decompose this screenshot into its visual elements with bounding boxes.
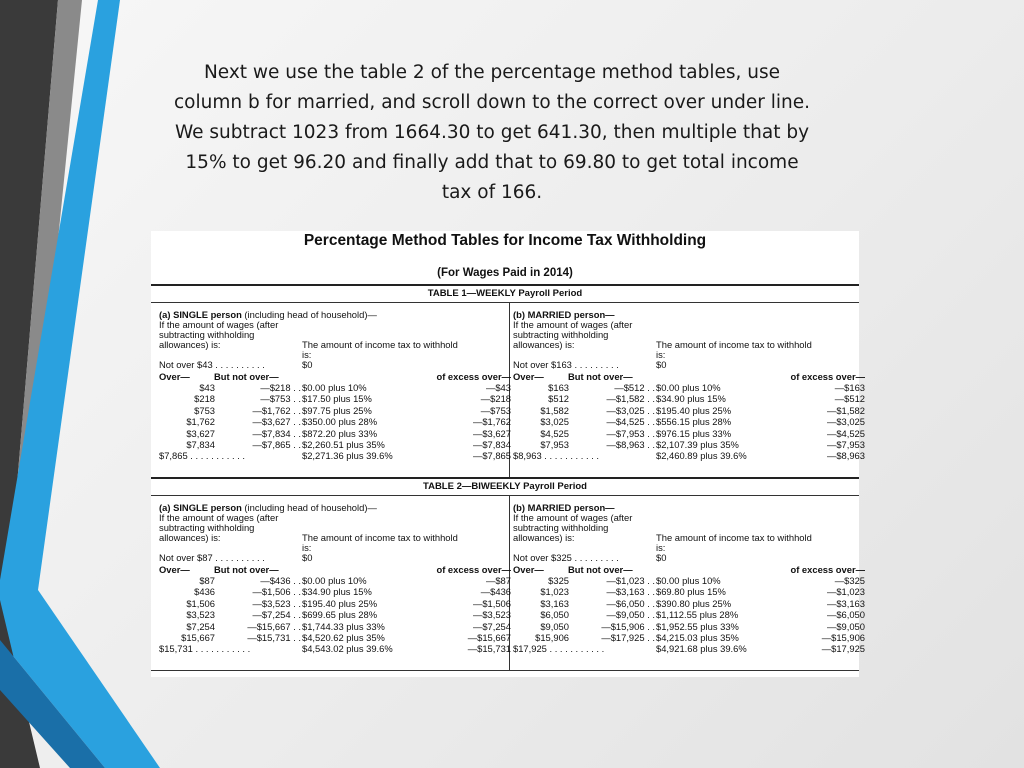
- table-heading: TABLE 1—WEEKLY Payroll Period: [427, 288, 583, 299]
- cell-but-not-over: —$512 . .: [614, 382, 655, 393]
- cell-tax-amount: $556.15 plus 28%: [656, 416, 732, 428]
- table-panel-left: [159, 503, 511, 668]
- wages-label: If the amount of wages (after subtracting withholding allowances) is:: [513, 319, 633, 350]
- caption-line: 15% to get 96.20 and finally add that to 69.80 to get total income: [185, 152, 799, 173]
- cell-over: $512: [548, 393, 569, 405]
- cell-excess-over: —$3,523: [472, 609, 511, 621]
- cell-excess-over: —$3,627: [472, 427, 511, 439]
- cell-tax-amount: $17.50 plus 15%: [302, 393, 372, 405]
- col-header-over: Over—: [513, 564, 544, 575]
- cell-over: $43: [199, 382, 215, 393]
- person-qualifier: (including head of household)—: [241, 502, 377, 513]
- caption-line: tax of 166.: [441, 182, 543, 203]
- cell-over: $15,906: [535, 631, 569, 643]
- cell-but-not-over: —$218 . .: [260, 382, 301, 393]
- wages-label: If the amount of wages (after subtracting withholding allowances) is:: [159, 319, 279, 350]
- cell-excess-over: —$325: [834, 575, 865, 586]
- cell-excess-over: —$9,050: [826, 620, 865, 632]
- cell-tax-amount: $350.00 plus 28%: [302, 416, 378, 428]
- amount-label: The amount of income tax to withhold is:: [656, 532, 812, 553]
- cell-but-not-over: —$7,865 . .: [252, 438, 301, 450]
- table-rule-bottom: [151, 670, 859, 671]
- cell-over: $218: [194, 393, 215, 405]
- cell-over: $1,506: [186, 597, 215, 609]
- bracket-rows: [159, 576, 511, 656]
- cell-excess-over: —$7,953: [826, 438, 865, 450]
- cell-tax-amount: $1,112.55 plus 28%: [656, 609, 739, 621]
- col-header-excess-over: of excess over—: [436, 371, 511, 382]
- cell-over: $753: [194, 404, 215, 416]
- cell-but-not-over: —$7,254 . .: [252, 609, 301, 621]
- caption-line: column b for married, and scroll down to the correct over under line.: [174, 92, 810, 113]
- cell-excess-over: —$218: [480, 393, 511, 405]
- cell-excess-over: —$512: [834, 393, 865, 405]
- col-header-but-not-over: But not over—: [568, 564, 633, 575]
- cell-excess-over: —$15,906: [821, 631, 865, 643]
- person-type: (a) SINGLE person: [159, 502, 242, 513]
- person-qualifier: (including head of household)—: [241, 309, 377, 320]
- cell-over: $9,050: [540, 620, 569, 632]
- not-over-row: Not over $325 . . . . . . . . .: [513, 552, 619, 563]
- cell-excess-over: —$3,025: [826, 416, 865, 428]
- cell-excess-over: —$15,731: [467, 643, 511, 655]
- col-header-excess-over: of excess over—: [790, 564, 865, 575]
- not-over-value: $0: [656, 552, 667, 563]
- caption-line: Next we use the table 2 of the percentage method tables, use: [203, 62, 781, 83]
- cell-tax-amount: $1,744.33 plus 33%: [302, 620, 385, 632]
- amount-label: The amount of income tax to withhold is:: [302, 532, 458, 553]
- cell-but-not-over: —$753 . .: [260, 393, 301, 405]
- person-type: (a) SINGLE person: [159, 309, 242, 320]
- cell-over: $15,731 . . . . . . . . . . .: [159, 643, 251, 655]
- cell-over: $17,925 . . . . . . . . . . .: [513, 643, 605, 655]
- cell-but-not-over: —$7,953 . .: [606, 427, 655, 439]
- cell-tax-amount: $97.75 plus 25%: [302, 404, 372, 416]
- cell-tax-amount: $2,107.39 plus 35%: [656, 438, 739, 450]
- cell-but-not-over: —$436 . .: [260, 575, 301, 586]
- col-header-but-not-over: But not over—: [214, 564, 279, 575]
- cell-but-not-over: —$1,762 . .: [252, 404, 301, 416]
- cell-tax-amount: $699.65 plus 28%: [302, 609, 378, 621]
- table-row: [159, 417, 511, 428]
- table-row: [159, 610, 511, 621]
- document-subtitle: (For Wages Paid in 2014): [437, 267, 573, 279]
- col-header-over: Over—: [513, 371, 544, 382]
- table-row: [159, 451, 511, 462]
- col-header-over: Over—: [159, 371, 190, 382]
- not-over-value: $0: [302, 359, 313, 370]
- cell-excess-over: —$1,582: [826, 404, 865, 416]
- cell-but-not-over: —$9,050 . .: [606, 609, 655, 621]
- cell-tax-amount: $195.40 plus 25%: [656, 404, 732, 416]
- cell-but-not-over: —$17,925 . .: [601, 631, 655, 643]
- table-panel-right: [513, 503, 865, 668]
- cell-tax-amount: $872.20 plus 33%: [302, 427, 378, 439]
- cell-over: $3,163: [540, 597, 569, 609]
- wages-label: If the amount of wages (after subtracting withholding allowances) is:: [159, 512, 279, 543]
- cell-but-not-over: —$6,050 . .: [606, 597, 655, 609]
- amount-label: The amount of income tax to withhold is:: [656, 339, 812, 360]
- cell-over: $3,523: [186, 609, 215, 621]
- not-over-row: Not over $163 . . . . . . . . .: [513, 359, 619, 370]
- bracket-rows: [513, 576, 865, 656]
- cell-but-not-over: —$4,525 . .: [606, 416, 655, 428]
- not-over-value: $0: [656, 359, 667, 370]
- table-panel-left: [159, 310, 511, 475]
- cell-excess-over: —$6,050: [826, 609, 865, 621]
- cell-but-not-over: —$1,506 . .: [252, 586, 301, 598]
- col-header-excess-over: of excess over—: [790, 371, 865, 382]
- person-type: (b) MARRIED person—: [513, 309, 615, 320]
- cell-over: $436: [194, 586, 215, 598]
- cell-tax-amount: $2,260.51 plus 35%: [302, 438, 385, 450]
- cell-excess-over: —$15,667: [467, 631, 511, 643]
- cell-over: $325: [548, 575, 569, 586]
- cell-over: $1,762: [186, 416, 215, 428]
- cell-over: $87: [199, 575, 215, 586]
- cell-but-not-over: —$15,667 . .: [247, 620, 301, 632]
- cell-tax-amount: $34.90 plus 15%: [656, 393, 726, 405]
- cell-but-not-over: —$1,582 . .: [606, 393, 655, 405]
- cell-but-not-over: —$7,834 . .: [252, 427, 301, 439]
- cell-tax-amount: $1,952.55 plus 33%: [656, 620, 739, 632]
- cell-tax-amount: $4,215.03 plus 35%: [656, 631, 739, 643]
- cell-tax-amount: $4,520.62 plus 35%: [302, 631, 385, 643]
- cell-excess-over: —$3,163: [826, 597, 865, 609]
- cell-tax-amount: $69.80 plus 15%: [656, 586, 726, 598]
- cell-tax-amount: $0.00 plus 10%: [302, 382, 367, 393]
- cell-excess-over: —$8,963: [826, 450, 865, 462]
- person-type: (b) MARRIED person—: [513, 502, 615, 513]
- cell-tax-amount: $2,460.89 plus 39.6%: [656, 450, 747, 462]
- cell-excess-over: —$43: [485, 382, 511, 393]
- cell-over: $4,525: [540, 427, 569, 439]
- cell-excess-over: —$4,525: [826, 427, 865, 439]
- cell-tax-amount: $2,271.36 plus 39.6%: [302, 450, 393, 462]
- cell-over: $15,667: [181, 631, 215, 643]
- tax-table-document: [151, 231, 865, 677]
- cell-tax-amount: $0.00 plus 10%: [656, 575, 721, 586]
- col-header-excess-over: of excess over—: [436, 564, 511, 575]
- not-over-row: Not over $87 . . . . . . . . . .: [159, 552, 265, 563]
- cell-excess-over: —$436: [480, 586, 511, 598]
- table-rule-heading: [151, 495, 859, 496]
- table-rule-top: [151, 284, 859, 286]
- cell-over: $163: [548, 382, 569, 393]
- cell-excess-over: —$7,254: [472, 620, 511, 632]
- wages-label: If the amount of wages (after subtracting withholding allowances) is:: [513, 512, 633, 543]
- cell-excess-over: —$163: [834, 382, 865, 393]
- slide-caption: [130, 58, 854, 208]
- amount-label: The amount of income tax to withhold is:: [302, 339, 458, 360]
- cell-tax-amount: $195.40 plus 25%: [302, 597, 378, 609]
- table-row: [513, 417, 865, 428]
- not-over-row: Not over $43 . . . . . . . . . .: [159, 359, 265, 370]
- cell-over: $1,023: [540, 586, 569, 598]
- caption-line: We subtract 1023 from 1664.30 to get 641.30, then multiple that by: [174, 122, 810, 143]
- cell-excess-over: —$1,506: [472, 597, 511, 609]
- table-row: [159, 644, 511, 655]
- cell-tax-amount: $0.00 plus 10%: [656, 382, 721, 393]
- not-over-value: $0: [302, 552, 313, 563]
- cell-over: $7,953: [540, 438, 569, 450]
- cell-over: $3,627: [186, 427, 215, 439]
- cell-but-not-over: —$8,963 . .: [606, 438, 655, 450]
- cell-excess-over: —$87: [485, 575, 511, 586]
- table-heading: TABLE 2—BIWEEKLY Payroll Period: [422, 481, 587, 492]
- cell-tax-amount: $0.00 plus 10%: [302, 575, 367, 586]
- table-rule-heading: [151, 302, 859, 303]
- table-row: [513, 451, 865, 462]
- cell-tax-amount: $4,921.68 plus 39.6%: [656, 643, 747, 655]
- cell-over: $7,254: [186, 620, 215, 632]
- cell-over: $8,963 . . . . . . . . . . .: [513, 450, 599, 462]
- cell-over: $1,582: [540, 404, 569, 416]
- cell-but-not-over: —$15,731 . .: [247, 631, 301, 643]
- bracket-rows: [513, 383, 865, 463]
- cell-but-not-over: —$3,025 . .: [606, 404, 655, 416]
- document-title: Percentage Method Tables for Income Tax Withholding: [303, 232, 707, 249]
- col-header-but-not-over: But not over—: [214, 371, 279, 382]
- table-row: [513, 610, 865, 621]
- cell-excess-over: —$1,023: [826, 586, 865, 598]
- cell-but-not-over: —$3,523 . .: [252, 597, 301, 609]
- cell-but-not-over: —$3,163 . .: [606, 586, 655, 598]
- cell-excess-over: —$753: [480, 404, 511, 416]
- cell-but-not-over: —$15,906 . .: [601, 620, 655, 632]
- cell-tax-amount: $4,543.02 plus 39.6%: [302, 643, 393, 655]
- cell-tax-amount: $976.15 plus 33%: [656, 427, 732, 439]
- cell-over: $3,025: [540, 416, 569, 428]
- table-panel-right: [513, 310, 865, 475]
- cell-excess-over: —$7,834: [472, 438, 511, 450]
- cell-excess-over: —$17,925: [821, 643, 865, 655]
- table-row: [513, 644, 865, 655]
- cell-tax-amount: $34.90 plus 15%: [302, 586, 372, 598]
- cell-tax-amount: $390.80 plus 25%: [656, 597, 732, 609]
- cell-excess-over: —$1,762: [472, 416, 511, 428]
- table-rule-top: [151, 477, 859, 479]
- cell-over: $7,865 . . . . . . . . . . .: [159, 450, 245, 462]
- bracket-rows: [159, 383, 511, 463]
- cell-excess-over: —$7,865: [472, 450, 511, 462]
- col-header-but-not-over: But not over—: [568, 371, 633, 382]
- col-header-over: Over—: [159, 564, 190, 575]
- cell-over: $6,050: [540, 609, 569, 621]
- cell-but-not-over: —$1,023 . .: [606, 575, 655, 586]
- cell-over: $7,834: [186, 438, 215, 450]
- cell-but-not-over: —$3,627 . .: [252, 416, 301, 428]
